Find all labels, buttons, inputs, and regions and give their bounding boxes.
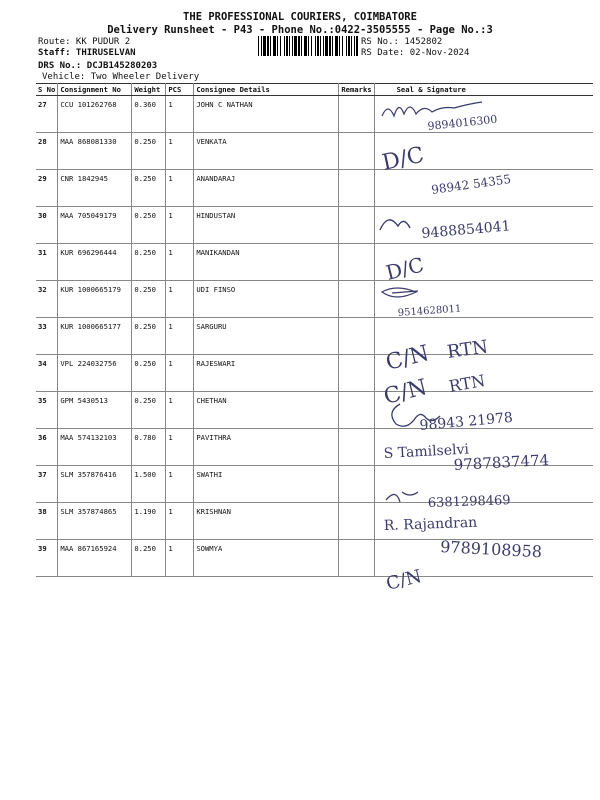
row-sno: 36 xyxy=(36,429,58,466)
rs-number: RS No.: 1452802 xyxy=(361,37,443,47)
row-pcs: 1 xyxy=(166,318,194,355)
row-signature xyxy=(374,540,593,577)
vehicle-line: Vehicle: Two Wheeler Delivery xyxy=(42,72,200,82)
barcode-bar xyxy=(311,36,312,56)
row-pcs: 1 xyxy=(166,281,194,318)
row-consignment: KUR 1000665179 xyxy=(58,281,132,318)
table-row xyxy=(36,96,593,133)
row-consignment: VPL 224032756 xyxy=(58,355,132,392)
table-row xyxy=(36,170,593,207)
row-sno: 32 xyxy=(36,281,58,318)
drs-number: DCJB145280203 xyxy=(86,61,158,71)
row-consignee: SARGURU xyxy=(194,318,339,355)
table-row xyxy=(36,207,593,244)
row-consignment: MAA 868081330 xyxy=(58,133,132,170)
barcode-bar xyxy=(339,36,340,56)
row-sno: 28 xyxy=(36,133,58,170)
barcode-bar xyxy=(348,36,350,56)
signature-text: C/N xyxy=(383,341,432,376)
barcode-bar xyxy=(351,36,352,56)
signature-text: D/C xyxy=(383,252,427,285)
signature-text: 98943 21978 xyxy=(418,409,514,434)
barcode-bar xyxy=(286,36,288,56)
barcode-icon xyxy=(258,36,358,56)
row-consignee: SWATHI xyxy=(194,466,339,503)
row-sno: 30 xyxy=(36,207,58,244)
barcode-bar xyxy=(298,36,300,56)
signature-text: D/C xyxy=(380,142,427,176)
row-remarks xyxy=(339,207,374,244)
table-row xyxy=(36,466,593,503)
row-pcs: 1 xyxy=(166,133,194,170)
row-pcs: 1 xyxy=(166,392,194,429)
row-pcs: 1 xyxy=(166,96,194,133)
row-weight: 0.250 xyxy=(132,540,166,577)
barcode-bar xyxy=(354,36,355,56)
row-consignment: MAA 705049179 xyxy=(58,207,132,244)
row-signature xyxy=(374,355,593,392)
signature-text: 9787837474 xyxy=(453,451,550,474)
row-remarks xyxy=(339,540,374,577)
table-row xyxy=(36,244,593,281)
row-sno: 37 xyxy=(36,466,58,503)
barcode-bar xyxy=(258,36,259,56)
barcode-bar xyxy=(320,36,321,56)
table-row xyxy=(36,318,593,355)
row-consignee: KRISHNAN xyxy=(194,503,339,540)
col-weight: Weight xyxy=(132,84,166,96)
row-sno: 38 xyxy=(36,503,58,540)
row-consignee: MANIKANDAN xyxy=(194,244,339,281)
row-remarks xyxy=(339,281,374,318)
barcode-bar xyxy=(332,36,333,56)
barcode-bar xyxy=(308,36,309,56)
row-consignment: SLM 357876416 xyxy=(58,466,132,503)
table-row xyxy=(36,540,593,577)
table-row xyxy=(36,281,593,318)
row-weight: 0.250 xyxy=(132,281,166,318)
row-consignment: GPM 5430513 xyxy=(58,392,132,429)
row-weight: 0.250 xyxy=(132,207,166,244)
row-signature xyxy=(374,318,593,355)
row-remarks xyxy=(339,318,374,355)
row-signature xyxy=(374,392,593,429)
barcode-bar xyxy=(301,36,302,56)
runsheet-title: Delivery Runsheet - P43 - Phone No.:0422-3505555 - Page No.:3 xyxy=(107,24,493,36)
row-weight: 0.250 xyxy=(132,170,166,207)
row-weight: 0.780 xyxy=(132,429,166,466)
row-weight: 0.250 xyxy=(132,244,166,281)
staff-line: Staff: THIRUSELVAN xyxy=(38,48,136,58)
drs-line xyxy=(38,61,157,71)
row-remarks xyxy=(339,392,374,429)
row-weight: 0.360 xyxy=(132,96,166,133)
row-weight: 0.250 xyxy=(132,133,166,170)
row-sno: 39 xyxy=(36,540,58,577)
barcode-bar xyxy=(289,36,290,56)
col-pcs: PCS xyxy=(166,84,194,96)
signature-text: RTN xyxy=(447,370,487,396)
barcode-bar xyxy=(273,36,276,56)
row-weight: 0.250 xyxy=(132,392,166,429)
rs-date: RS Date: 02-Nov-2024 xyxy=(361,48,470,58)
barcode-bar xyxy=(325,36,328,56)
barcode-bar xyxy=(317,36,319,56)
signature-text: 98942 54355 xyxy=(430,171,512,197)
barcode-bar xyxy=(261,36,262,56)
row-consignee: RAJESWARI xyxy=(194,355,339,392)
row-consignee: ANANDARAJ xyxy=(194,170,339,207)
row-signature xyxy=(374,503,593,540)
row-consignee: UDI FINSO xyxy=(194,281,339,318)
row-signature xyxy=(374,170,593,207)
signature-text: C/N xyxy=(384,565,424,595)
drs-label: DRS No.: xyxy=(38,61,87,71)
col-signature: Seal & Signature xyxy=(374,84,593,96)
row-signature xyxy=(374,133,593,170)
row-consignee: PAVITHRA xyxy=(194,429,339,466)
row-pcs: 1 xyxy=(166,429,194,466)
row-remarks xyxy=(339,244,374,281)
barcode-bar xyxy=(304,36,307,56)
barcode-bar xyxy=(284,36,285,56)
table-row xyxy=(36,355,593,392)
row-consignment: SLM 357874865 xyxy=(58,503,132,540)
row-sno: 33 xyxy=(36,318,58,355)
table-row xyxy=(36,392,593,429)
row-remarks xyxy=(339,429,374,466)
barcode-bar xyxy=(329,36,331,56)
row-pcs: 1 xyxy=(166,244,194,281)
barcode-bar xyxy=(335,36,338,56)
row-sno: 35 xyxy=(36,392,58,429)
row-consignment: MAA 574132103 xyxy=(58,429,132,466)
barcode-bar xyxy=(346,36,347,56)
table-header-row xyxy=(36,84,593,96)
row-signature xyxy=(374,281,593,318)
barcode-bar xyxy=(292,36,293,56)
row-remarks xyxy=(339,466,374,503)
signature-text: S Tamilselvi xyxy=(383,441,470,462)
table-row xyxy=(36,133,593,170)
row-consignment: CCU 101262768 xyxy=(58,96,132,133)
row-sno: 31 xyxy=(36,244,58,281)
row-weight: 1.500 xyxy=(132,466,166,503)
signature-text: 6381298469 xyxy=(427,493,511,511)
signature-text: 9894016300 xyxy=(426,112,498,133)
row-remarks xyxy=(339,133,374,170)
barcode-bar xyxy=(263,36,266,56)
row-remarks xyxy=(339,355,374,392)
col-consignment: Consignment No xyxy=(58,84,132,96)
signature-text: 9789108958 xyxy=(439,537,543,562)
barcode-bar xyxy=(323,36,324,56)
row-pcs: 1 xyxy=(166,466,194,503)
row-weight: 1.190 xyxy=(132,503,166,540)
row-remarks xyxy=(339,170,374,207)
row-signature xyxy=(374,207,593,244)
company-title: THE PROFESSIONAL COURIERS, COIMBATORE xyxy=(183,11,417,23)
row-consignee: CHETHAN xyxy=(194,392,339,429)
barcode-bar xyxy=(267,36,269,56)
row-consignment: KUR 1000665177 xyxy=(58,318,132,355)
row-pcs: 1 xyxy=(166,503,194,540)
row-pcs: 1 xyxy=(166,207,194,244)
row-consignee: VENKATA xyxy=(194,133,339,170)
row-weight: 0.250 xyxy=(132,318,166,355)
row-pcs: 1 xyxy=(166,540,194,577)
row-signature xyxy=(374,244,593,281)
row-sno: 27 xyxy=(36,96,58,133)
row-remarks xyxy=(339,503,374,540)
col-remarks: Remarks xyxy=(339,84,374,96)
row-pcs: 1 xyxy=(166,170,194,207)
row-consignment: CNR 1842945 xyxy=(58,170,132,207)
route-line: Route: KK PUDUR 2 xyxy=(38,37,131,47)
row-sno: 34 xyxy=(36,355,58,392)
barcode-bar xyxy=(315,36,316,56)
signature-text: C/N xyxy=(381,375,430,410)
col-sno: S No xyxy=(36,84,58,96)
row-signature xyxy=(374,466,593,503)
barcode-bar xyxy=(356,36,358,56)
row-sno: 29 xyxy=(36,170,58,207)
row-consignment: MAA 867165924 xyxy=(58,540,132,577)
table-row xyxy=(36,503,593,540)
runsheet-table xyxy=(36,83,593,577)
row-consignee: JOHN C NATHAN xyxy=(194,96,339,133)
signature-text: 9488854041 xyxy=(420,218,512,242)
row-signature xyxy=(374,96,593,133)
row-pcs: 1 xyxy=(166,355,194,392)
row-signature xyxy=(374,429,593,466)
barcode-bar xyxy=(294,36,297,56)
barcode-bar xyxy=(280,36,281,56)
row-remarks xyxy=(339,96,374,133)
table-row xyxy=(36,429,593,466)
signature-text: RTN xyxy=(445,336,490,363)
barcode-bar xyxy=(270,36,271,56)
signature-text: 9514628011 xyxy=(397,303,462,319)
signature-text: R. Rajandran xyxy=(383,514,478,534)
col-consignee: Consignee Details xyxy=(194,84,339,96)
barcode-bar xyxy=(277,36,278,56)
row-weight: 0.250 xyxy=(132,355,166,392)
row-consignee: SOWMYA xyxy=(194,540,339,577)
row-consignee: HINDUSTAN xyxy=(194,207,339,244)
row-consignment: KUR 696296444 xyxy=(58,244,132,281)
barcode-bar xyxy=(342,36,343,56)
